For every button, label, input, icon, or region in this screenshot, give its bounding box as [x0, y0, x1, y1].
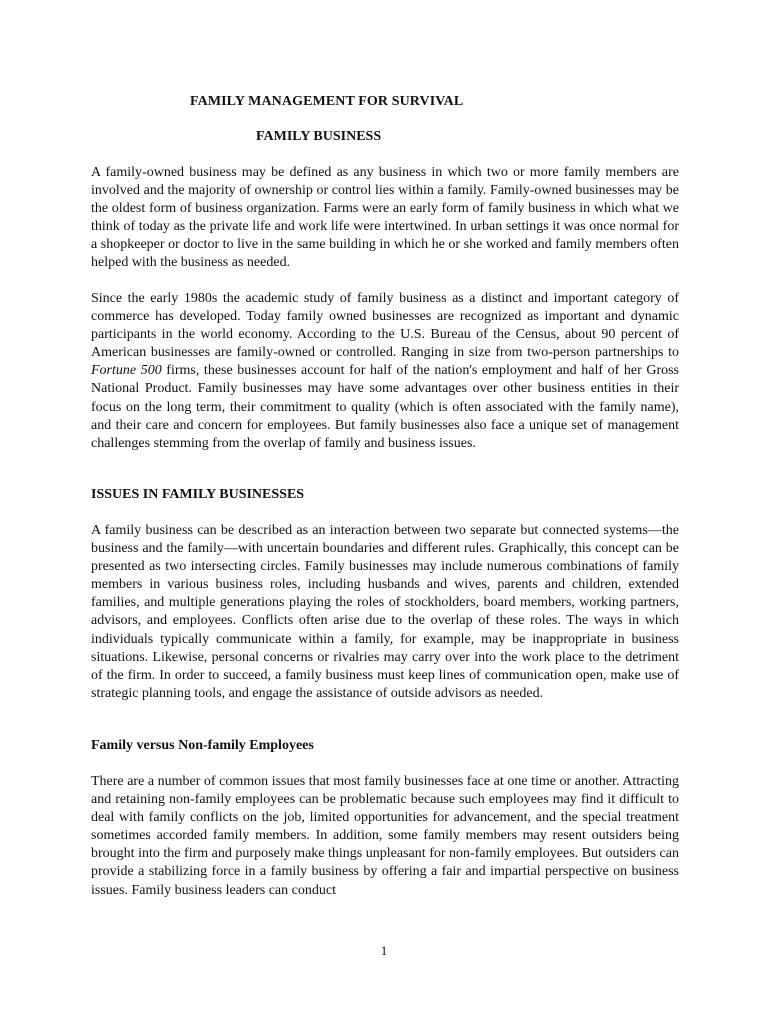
paragraph-text-part1: Since the early 1980s the academic study of family business as a distinct and important category of commerce has developed. Today family owned businesses are recognized as important and dynamic participants in the world economy. According to the U.S. Bureau of the Census, about 90 percent of American businesses are family-owned or controlled. Ranging in size from two-person partnerships to [91, 291, 679, 361]
paragraph-employees: There are a number of common issues that most family businesses face at one time or another. Attracting and retaining non-family employees can be problematic because such employees may find it difficult to deal with family conflicts on the job, limited opportunities for advancement, and the special treatment sometimes accorded family members. In addition, some family members may resent outsiders being brought into the firm and purposely make things unpleasant for non-family employees. But outsiders can provide a stabilizing force in a family business by offering a fair and impartial perspective on business issues. Family business leaders can conduct [91, 774, 679, 898]
paragraph-issues: A family business can be described as an interaction between two separate but connected systems—the business and the family—with uncertain boundaries and different rules. Graphically, this concept can be presented as two intersecting circles. Family businesses may include numerous combinations of family members in various business roles, including husbands and wives, parents and children, extended families, and multiple generations playing the roles of stockholders, board members, working partners, advisors, and employees. Conflicts often arise due to the overlap of these roles. The ways in which individuals typically communicate within a family, for example, may be inappropriate in business situations. Likewise, personal concerns or rivalries may carry over into the work place to the detriment of the firm. In order to succeed, a family business must keep lines of communication open, make use of strategic planning tools, and engage the assistance of outside advisors as needed. [91, 523, 679, 701]
paragraph-text-part2: firms, these businesses account for half of the nation's employment and half of her Gross National Product. Family businesses may have some advantages over other business entities in their focus on the long term, their commitment to quality (which is often associated with the family name), and their care and concern for employees. But family businesses also face a unique set of management challenges stemming from the overlap of family and business issues. [91, 363, 680, 451]
document-title: FAMILY MANAGEMENT FOR SURVIVAL [190, 94, 464, 109]
page-number: 1 [380, 943, 388, 958]
document-subtitle: FAMILY BUSINESS [256, 129, 382, 144]
paragraph-definition: A family-owned business may be defined as any business in which two or more family members are involved and the majority of ownership or control lies within a family. Family-owned businesses may be the oldest form of business organization. Farms were an early form of family business in which what we think of today as the private life and work life were intertwined. In urban settings it was once normal for a shopkeeper or doctor to live in the same building in which he or she worked and family members often helped with the business as needed. [91, 165, 679, 271]
fortune-500-italic: Fortune 500 [91, 363, 162, 379]
section-heading-employees: Family versus Non-family Employees [91, 738, 314, 753]
paragraph-academic-study [91, 290, 679, 453]
section-heading-issues: ISSUES IN FAMILY BUSINESSES [91, 487, 305, 502]
